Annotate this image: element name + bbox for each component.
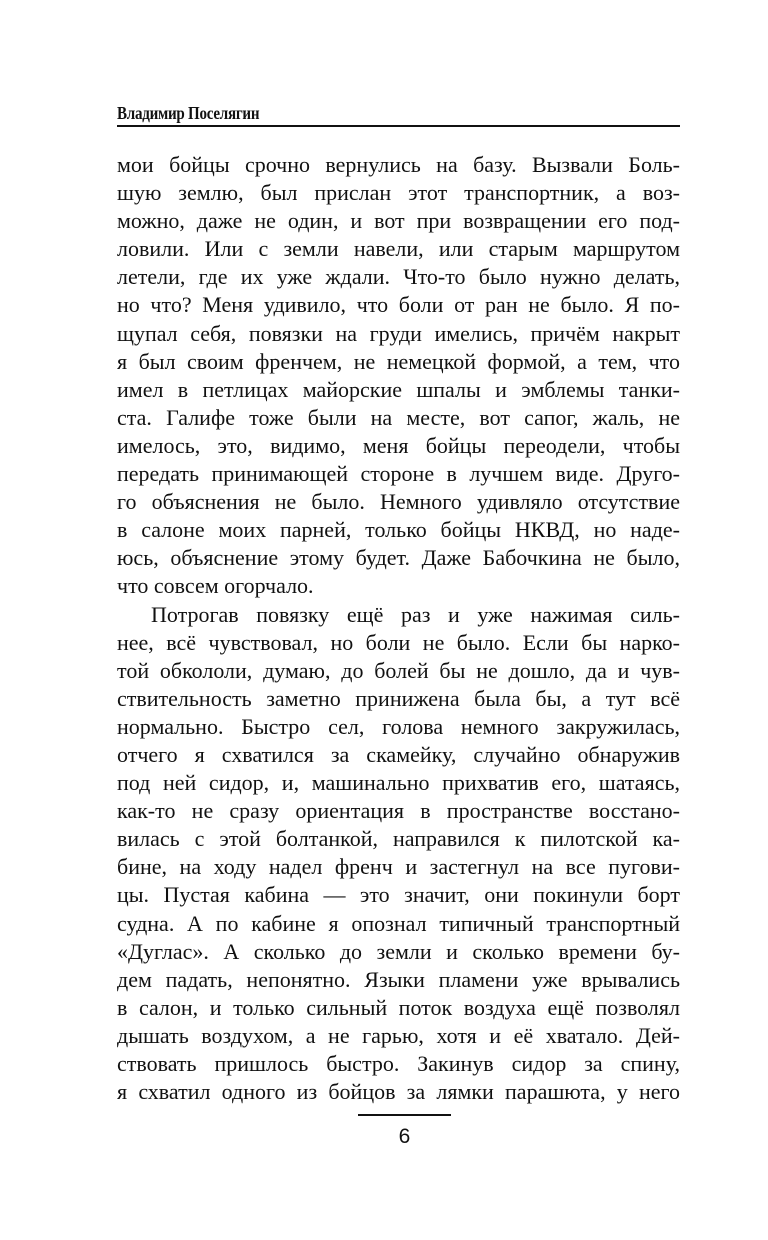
text-line: той обкололи, думаю, до болей бы не дошло, да и чув- xyxy=(117,657,680,683)
header-rule xyxy=(117,125,680,127)
text-line: имелось, это, видимо, меня бойцы переодели, чтобы xyxy=(117,432,680,458)
text-line: в салоне моих парней, только бойцы НКВД, но наде- xyxy=(117,517,680,543)
text-line: как-то не сразу ориентация в пространстве восстано- xyxy=(117,798,680,824)
text-line: ствовать пришлось быстро. Закинув сидор за спину, xyxy=(117,1051,680,1076)
text-line: дем падать, непонятно. Языки пламени уже врывались xyxy=(117,966,680,992)
text-line: го объяснения не было. Немного удивляло отсутствие xyxy=(117,489,680,515)
text-line: нормально. Быстро сел, голова немного закружилась, xyxy=(117,713,680,739)
running-head-author: Владимир Поселягин xyxy=(117,103,260,123)
paragraph-2 xyxy=(117,601,680,1107)
text-line: дышать воздухом, а не гарью, хотя и её хватало. Дей- xyxy=(117,1022,680,1048)
text-line: имел в петлицах майорские шпалы и эмблемы танки- xyxy=(117,376,680,402)
text-line: щупал себя, повязки на груди имелись, причём накрыт xyxy=(117,320,680,346)
text-line: летели, где их уже ждали. Что-то было нужно делать, xyxy=(117,264,680,290)
text-line: ствительность заметно принижена была бы, а тут всё xyxy=(117,685,680,711)
footer-rule xyxy=(358,1114,451,1116)
text-line: ловили. Или с земли навели, или старым маршрутом xyxy=(117,236,680,262)
text-line: судна. А по кабине я опознал типичный транспортный xyxy=(117,910,680,936)
text-line: под ней сидор, и, машинально прихватив его, шатаясь, xyxy=(117,770,680,796)
text-line: бине, на ходу надел френч и застегнул на все пугови- xyxy=(117,854,680,880)
text-line: передать принимающей стороне в лучшем виде. Друго- xyxy=(117,461,680,487)
text-line: нее, всё чувствовал, но боли не было. Если бы нарко- xyxy=(117,629,680,655)
body-text xyxy=(117,151,680,1106)
page-number: 6 xyxy=(398,1125,411,1148)
text-line: юсь, объяснение этому будет. Даже Бабочкина не было, xyxy=(117,545,680,571)
text-line: но что? Меня удивило, что боли от ран не было. Я по- xyxy=(117,292,680,318)
text-line: Потрогав повязку ещё раз и уже нажимая силь- xyxy=(151,601,680,627)
text-line: я схватил одного из бойцов за лямки парашюта, у него xyxy=(117,1079,680,1105)
text-line: отчего я схватился за скамейку, случайно обнаружив xyxy=(117,741,680,767)
paragraph-1 xyxy=(117,151,680,601)
text-line: «Дуглас». А сколько до земли и сколько времени бу- xyxy=(117,938,680,964)
text-line: в салон, и только сильный поток воздуха ещё позволял xyxy=(117,994,680,1020)
text-line: я был своим френчем, не немецкой формой, а тем, что xyxy=(117,348,680,374)
text-line: шую землю, был прислан этот транспортник, а воз- xyxy=(117,180,680,206)
text-line: мои бойцы срочно вернулись на базу. Вызвали Боль- xyxy=(117,152,680,177)
text-line: ста. Галифе тоже были на месте, вот сапог, жаль, не xyxy=(117,404,680,430)
text-line: можно, даже не один, и вот при возвращении его под- xyxy=(117,208,680,234)
text-line: вилась с этой болтанкой, направился к пилотской ка- xyxy=(117,826,680,852)
text-line: цы. Пустая кабина — это значит, они покинули борт xyxy=(117,882,680,908)
text-line: что совсем огорчало. xyxy=(117,573,314,599)
